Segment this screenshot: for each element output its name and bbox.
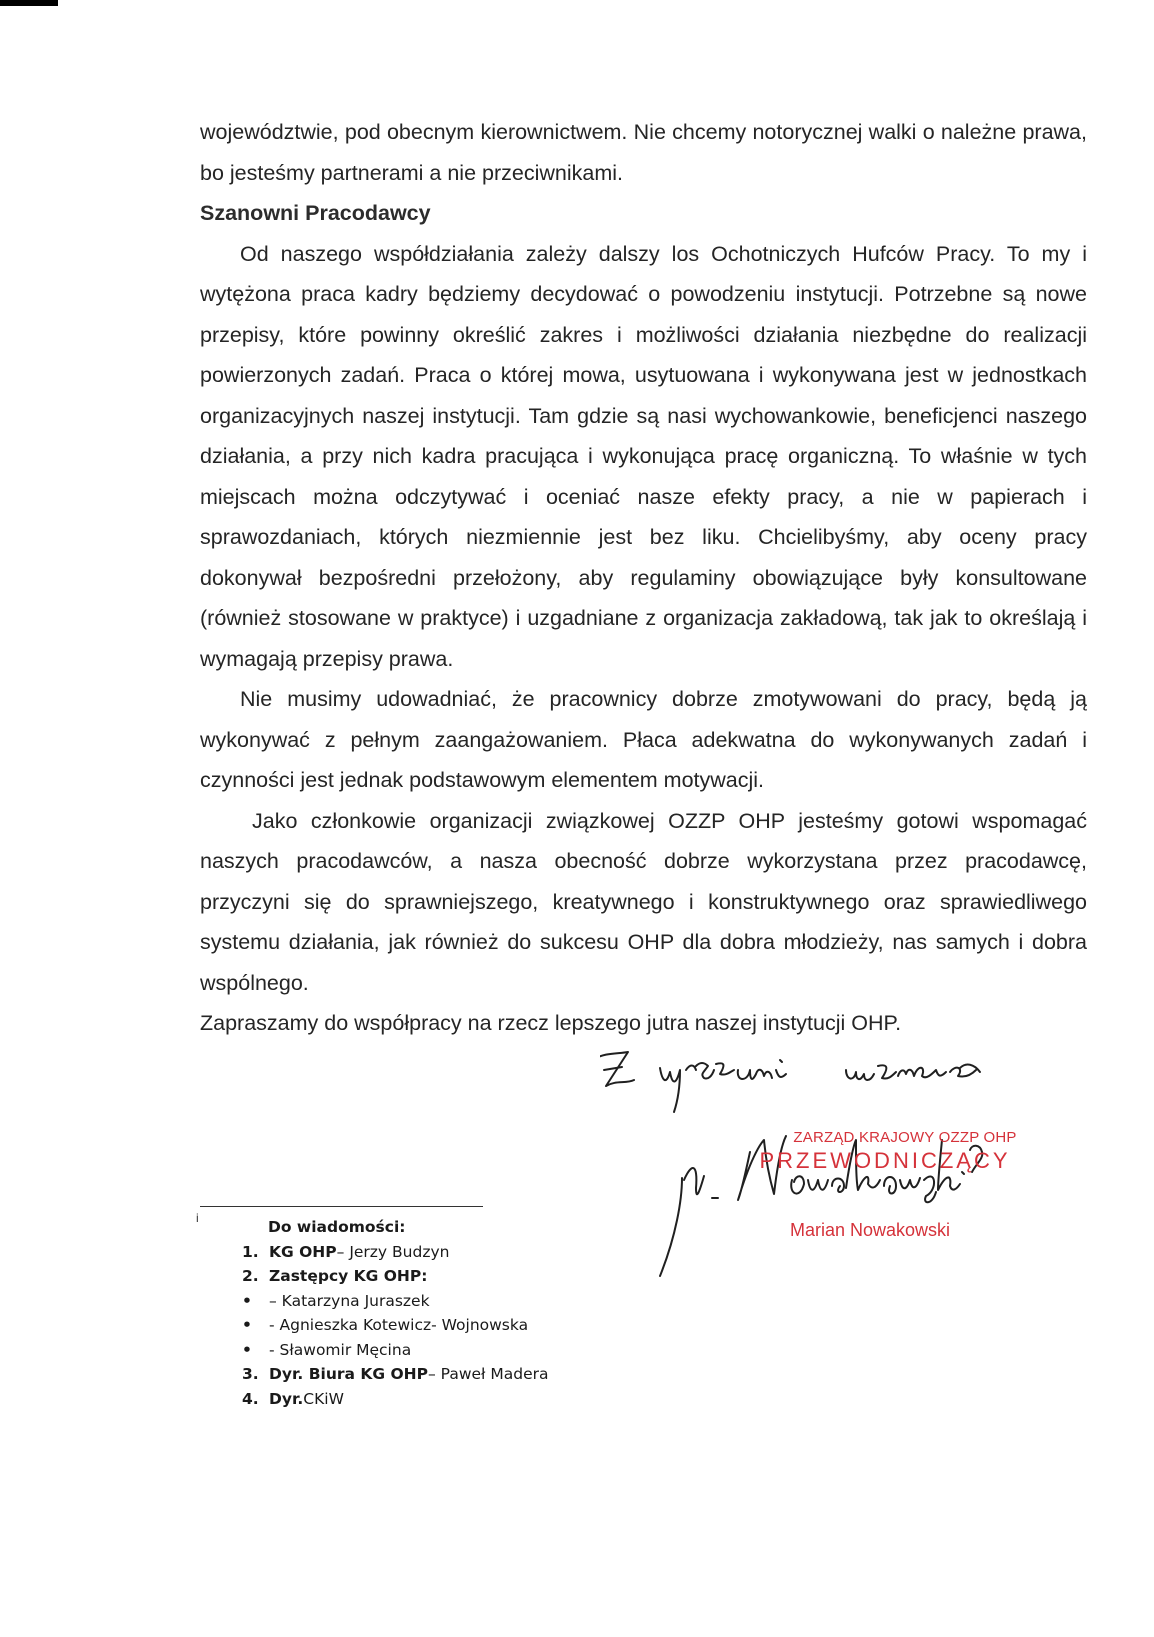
- letter-body: [200, 112, 1087, 1044]
- list-item-text: – Paweł Madera: [428, 1365, 549, 1383]
- list-marker: 1.: [242, 1242, 259, 1261]
- list-marker: •: [242, 1291, 252, 1310]
- list-item: [242, 1289, 549, 1314]
- letter-paragraph: Jako członkowie organizacji związkowej OZZP OHP jesteśmy gotowi wspomagać naszych pracodawców, a nasza obecność dobrze wykorzystana przez pracodawcę, przyczyni się do sprawniejszego, kreatywnego i konstruktywnego oraz sprawiedliwego systemu działania, jak również do sukcesu OHP dla dobra młodzieży, nas samych i dobra wspólnego.: [200, 808, 1087, 995]
- stamp-organization: ZARZĄD KRAJOWY OZZP OHP: [793, 1129, 1017, 1146]
- official-stamp: [760, 1128, 1090, 1242]
- list-item-text: – Jerzy Budzyn: [336, 1242, 450, 1261]
- list-item-strong: KG OHP: [269, 1242, 337, 1261]
- distribution-heading: Do wiadomości:: [268, 1218, 406, 1236]
- footnote-mark: i: [196, 1211, 199, 1225]
- list-marker: 2.: [242, 1267, 259, 1285]
- list-item: [242, 1313, 549, 1338]
- letter-paragraph: Nie musimy udowadniać, że pracownicy dobrze zmotywowani do pracy, będą ją wykonywać z pełnym zaangażowaniem. Płaca adekwatna do wykonywanych zadań i czynności jest jednak podstawowym elementem motywacji.: [200, 687, 1087, 792]
- letter-paragraph: Od naszego współdziałania zależy dalszy los Ochotniczych Hufców Pracy. To my i wytężona praca kadry będziemy decydować o powodzeniu instytucji. Potrzebne są nowe przepisy, które powinny określić zakres i możliwości działania niezbędne do realizacji powierzonych zadań. Praca o której mowa, usytuowana i wykonywana jest w jednostkach organizacyjnych naszej instytucji. Tam gdzie są nasi wychowankowie, beneficjenci naszego działania, a przy nich kadra pracująca i wykonująca pracę organiczną. To właśnie w tych miejscach można odczytywać i oceniać nasze efekty pracy, a nie w papierach i sprawozdaniach, których niezmiennie jest bez liku. Chcielibyśmy, aby oceny pracy dokonywał bezpośredni przełożony, aby regulaminy obowiązujące były konsultowane (również stosowane w praktyce) i uzgadniane z organizacja zakładową, tak jak to określają i wymagają przepisy prawa.: [200, 241, 1087, 671]
- list-item-text: - Agnieszka Kotewicz- Wojnowska: [269, 1316, 529, 1334]
- letter-paragraph: Zapraszamy do współpracy na rzecz lepszego jutra naszej instytucji OHP.: [200, 1011, 902, 1035]
- list-marker: 4.: [242, 1389, 259, 1408]
- list-item: [242, 1264, 549, 1289]
- list-marker: •: [242, 1316, 252, 1334]
- distribution-list: [242, 1215, 549, 1411]
- list-item: [242, 1387, 549, 1412]
- scan-corner-mark: [0, 0, 58, 6]
- list-item-strong: Zastępcy KG OHP:: [269, 1267, 428, 1285]
- list-item: [242, 1362, 549, 1387]
- footnote-separator: [200, 1206, 483, 1207]
- stamp-name: Marian Nowakowski: [789, 1220, 951, 1240]
- list-item-text: - Sławomir Męcina: [269, 1340, 412, 1359]
- list-item-text: CKiW: [303, 1389, 344, 1408]
- stamp-title: PRZEWODNICZĄCY: [759, 1148, 1011, 1173]
- salutation-heading: Szanowni Pracodawcy: [200, 201, 431, 225]
- list-item-strong: Dyr. Biura KG OHP: [269, 1365, 428, 1383]
- list-item: [242, 1240, 549, 1265]
- list-item-strong: Dyr.: [269, 1389, 304, 1408]
- list-marker: 3.: [242, 1365, 259, 1383]
- list-item: [242, 1338, 549, 1363]
- list-marker: •: [242, 1340, 252, 1359]
- list-item-text: – Katarzyna Juraszek: [269, 1291, 430, 1310]
- letter-paragraph: województwie, pod obecnym kierownictwem. Nie chcemy notorycznej walki o należne prawa, bo jesteśmy partnerami a nie przeciwnikami.: [200, 120, 1087, 185]
